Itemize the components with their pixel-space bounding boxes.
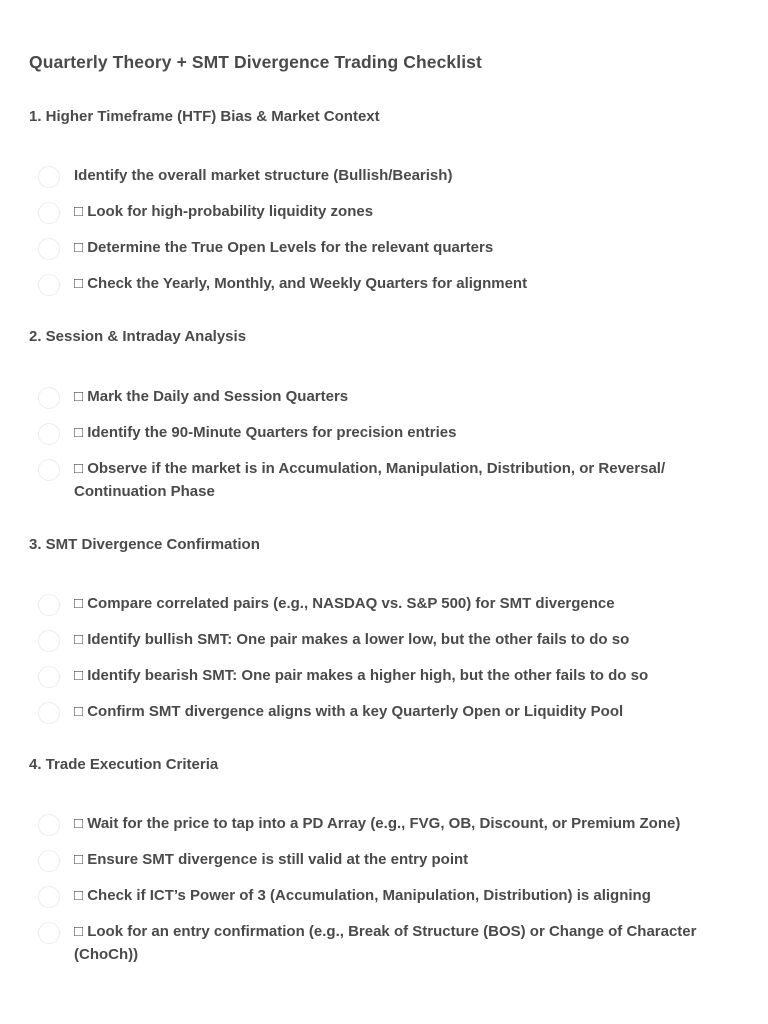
checklist-item-label: □ Look for high-probability liquidity zones: [74, 203, 374, 220]
checklist-item[interactable]: [38, 920, 748, 966]
checklist-item[interactable]: [38, 200, 748, 224]
checkbox-circle-icon[interactable]: [38, 666, 60, 688]
checklist-item[interactable]: [38, 385, 748, 409]
checkbox-circle-icon[interactable]: [38, 202, 60, 224]
checklist-item-label: □ Identify bearish SMT: One pair makes a higher high, but the other fails to do so: [74, 667, 649, 684]
checklist-item[interactable]: [38, 664, 748, 688]
checkbox-circle-icon[interactable]: [38, 459, 60, 481]
checkbox-circle-icon[interactable]: [38, 814, 60, 836]
checklist-item[interactable]: [38, 848, 748, 872]
checklist-item[interactable]: [38, 272, 748, 296]
checklist-item-label: □ Compare correlated pairs (e.g., NASDAQ vs. S&P 500) for SMT divergence: [74, 595, 615, 612]
checkbox-circle-icon[interactable]: [38, 423, 60, 445]
checkbox-circle-icon[interactable]: [38, 594, 60, 616]
section-heading-trade-execution: 4. Trade Execution Criteria: [29, 756, 219, 773]
checklist-item-label: □ Look for an entry confirmation (e.g., Break of Structure (BOS) or Change of Character (ChoCh)): [74, 923, 697, 963]
checklist-item[interactable]: [38, 421, 748, 445]
checklist-item[interactable]: [38, 592, 748, 616]
checklist-item-label: □ Check the Yearly, Monthly, and Weekly Quarters for alignment: [74, 275, 528, 292]
checklist-item-label: □ Mark the Daily and Session Quarters: [74, 388, 349, 405]
page-title: Quarterly Theory + SMT Divergence Trading Checklist: [29, 52, 482, 72]
checkbox-circle-icon[interactable]: [38, 922, 60, 944]
checkbox-circle-icon[interactable]: [38, 702, 60, 724]
checklist-item-label: □ Confirm SMT divergence aligns with a key Quarterly Open or Liquidity Pool: [74, 703, 624, 720]
checklist-item[interactable]: [38, 628, 748, 652]
checkbox-circle-icon[interactable]: [38, 630, 60, 652]
checklist-item-label: Identify the overall market structure (Bullish/Bearish): [74, 167, 453, 184]
checkbox-circle-icon[interactable]: [38, 166, 60, 188]
checklist-item[interactable]: [38, 884, 748, 908]
checkbox-circle-icon[interactable]: [38, 886, 60, 908]
section-heading-session-analysis: 2. Session & Intraday Analysis: [29, 328, 247, 345]
checklist-item[interactable]: [38, 812, 748, 836]
checkbox-circle-icon[interactable]: [38, 850, 60, 872]
checklist-item[interactable]: [38, 236, 748, 260]
checkbox-circle-icon[interactable]: [38, 274, 60, 296]
checklist-item-label: □ Wait for the price to tap into a PD Array (e.g., FVG, OB, Discount, or Premium Zone): [74, 815, 681, 832]
checklist-item[interactable]: [38, 457, 748, 503]
checklist-item-label: □ Check if ICT’s Power of 3 (Accumulation, Manipulation, Distribution) is aligning: [74, 887, 651, 904]
checkbox-circle-icon[interactable]: [38, 387, 60, 409]
checklist-item-label: □ Observe if the market is in Accumulation, Manipulation, Distribution, or Reversal/ Continuation Phase: [74, 460, 666, 500]
checklist-item-label: □ Identify bullish SMT: One pair makes a lower low, but the other fails to do so: [74, 631, 630, 648]
section-heading-htf-bias: 1. Higher Timeframe (HTF) Bias & Market Context: [29, 108, 380, 125]
checklist-item[interactable]: [38, 700, 748, 724]
checklist-item-label: □ Ensure SMT divergence is still valid at the entry point: [74, 851, 469, 868]
checklist-item-label: □ Determine the True Open Levels for the relevant quarters: [74, 239, 494, 256]
checklist-item[interactable]: [38, 164, 748, 188]
checkbox-circle-icon[interactable]: [38, 238, 60, 260]
checklist-item-label: □ Identify the 90-Minute Quarters for precision entries: [74, 424, 457, 441]
section-heading-smt-confirmation: 3. SMT Divergence Confirmation: [29, 536, 260, 553]
